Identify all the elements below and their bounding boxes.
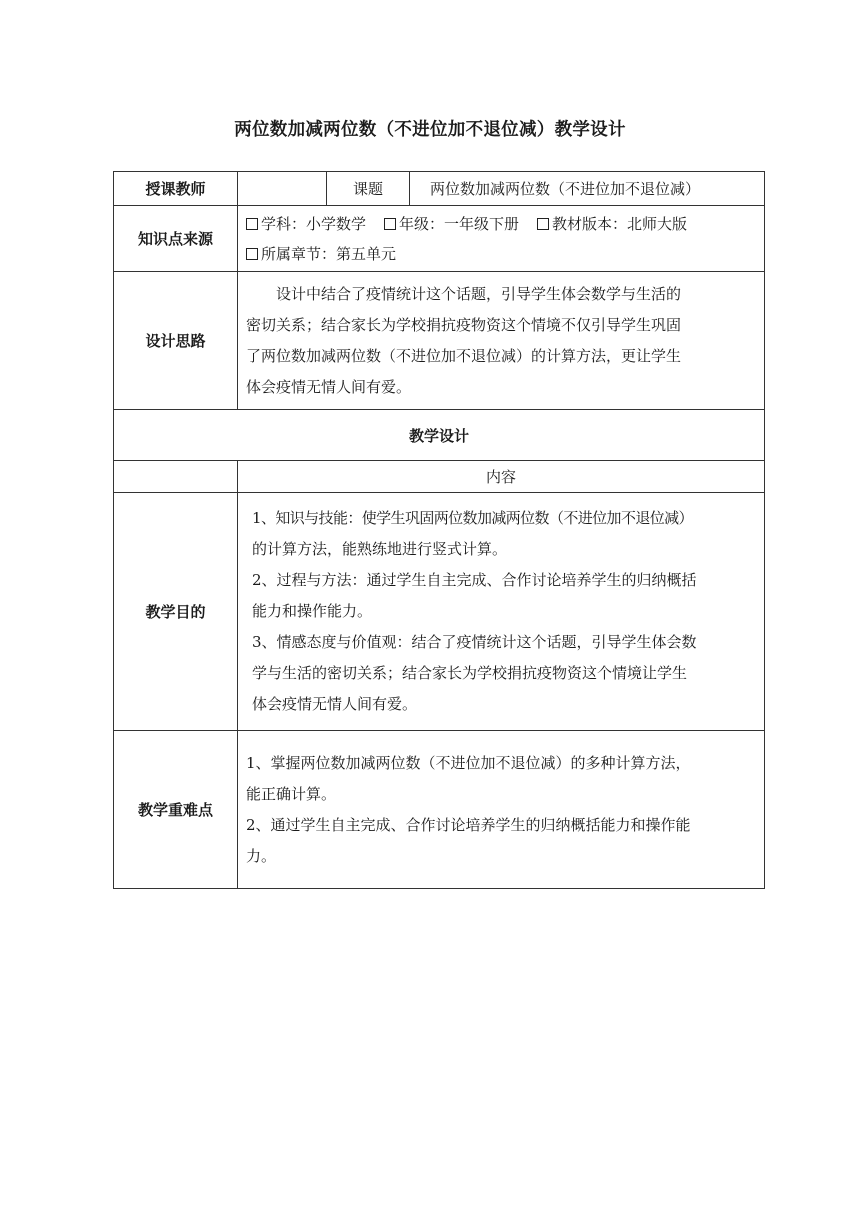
checkbox-icon <box>384 218 396 230</box>
checkbox-icon <box>537 218 549 230</box>
goal-line: 学与生活的密切关系；结合家长为学校捐抗疫物资这个情境让学生 <box>252 664 688 682</box>
design-idea-line: 设计中结合了疫情统计这个话题，引导学生体会数学与生活的 <box>276 284 682 303</box>
source-label: 知识点来源 <box>114 206 238 272</box>
source-row <box>114 206 765 272</box>
design-idea-content <box>238 272 765 410</box>
edition-text: 教材版本：北师大版 <box>552 214 688 233</box>
checkbox-icon <box>246 248 258 260</box>
content-header-row <box>114 461 765 493</box>
goal-line: 体会疫情无情人间有爱。 <box>252 695 418 713</box>
design-idea-row <box>114 272 765 410</box>
goal-line: 1、知识与技能：使学生巩固两位数加减两位数（不进位加不退位减） <box>252 509 693 527</box>
source-content <box>238 206 765 272</box>
key-points-line: 1、掌握两位数加减两位数（不进位加不退位减）的多种计算方法， <box>246 753 691 772</box>
section-header: 教学设计 <box>114 410 765 461</box>
document-title: 两位数加减两位数（不进位加不退位减）教学设计 <box>234 120 626 140</box>
goal-line: 的计算方法，能熟练地进行竖式计算。 <box>252 540 508 558</box>
design-idea-line: 体会疫情无情人间有爱。 <box>246 377 412 396</box>
topic-label: 课题 <box>327 172 410 206</box>
content-header: 内容 <box>238 461 765 493</box>
teacher-label: 授课教师 <box>114 172 238 206</box>
section-header-row <box>114 410 765 461</box>
design-idea-line: 了两位数加减两位数（不进位加不退位减）的计算方法，更让学生 <box>246 346 682 365</box>
design-idea-label: 设计思路 <box>114 272 238 410</box>
teacher-row <box>114 172 765 206</box>
goal-line: 能力和操作能力。 <box>252 602 373 620</box>
teacher-value <box>238 172 327 206</box>
key-points-label: 教学重难点 <box>114 731 238 889</box>
key-points-row <box>114 731 765 889</box>
key-points-line: 力。 <box>246 846 277 865</box>
design-idea-line: 密切关系；结合家长为学校捐抗疫物资这个情境不仅引导学生巩固 <box>246 315 682 334</box>
chapter-text: 所属章节：第五单元 <box>261 244 397 263</box>
goal-line: 2、过程与方法：通过学生自主完成、合作讨论培养学生的归纳概括 <box>252 571 697 589</box>
goal-line: 3、情感态度与价值观：结合了疫情统计这个话题，引导学生体会数 <box>252 633 697 651</box>
checkbox-icon <box>246 218 258 230</box>
key-points-line: 能正确计算。 <box>246 784 337 803</box>
goal-label: 教学目的 <box>114 493 238 731</box>
goal-content <box>238 493 765 731</box>
key-points-content <box>238 731 765 889</box>
goal-row <box>114 493 765 731</box>
blank-cell <box>114 461 238 493</box>
topic-value: 两位数加减两位数（不进位加不退位减） <box>410 172 765 206</box>
key-points-line: 2、通过学生自主完成、合作讨论培养学生的归纳概括能力和操作能 <box>246 815 691 834</box>
grade-text: 年级：一年级下册 <box>399 214 520 233</box>
lesson-plan-table <box>113 171 765 889</box>
subject-text: 学科：小学数学 <box>261 214 367 233</box>
